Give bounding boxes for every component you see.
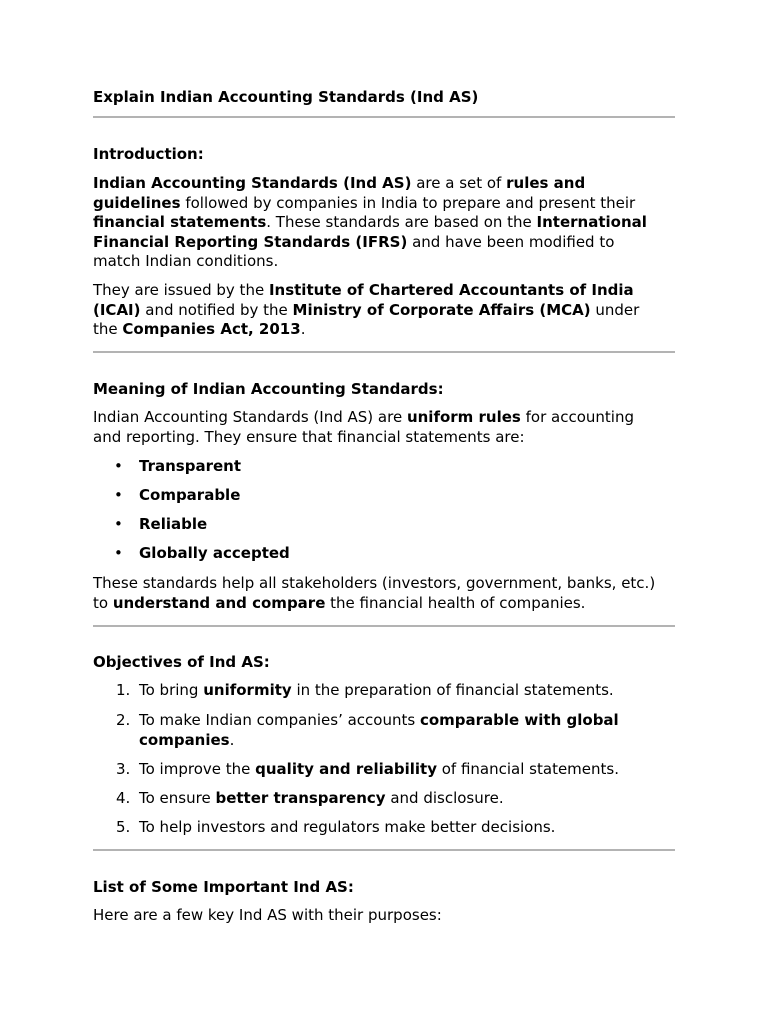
bullet-text: Reliable — [139, 515, 208, 533]
text: followed by companies in India to prepare and present their — [180, 193, 636, 212]
text: and have been modified to — [407, 232, 615, 251]
text: and disclosure. — [385, 789, 504, 807]
text: To improve the — [139, 760, 256, 778]
document-title: Explain Indian Accounting Standards (Ind AS) — [93, 88, 479, 106]
bullet-icon: • — [114, 515, 123, 533]
bold-term: (ICAI) — [93, 300, 141, 319]
text: To bring — [139, 681, 204, 699]
text: . — [229, 730, 235, 749]
section-heading-meaning: Meaning of Indian Accounting Standards: — [93, 380, 444, 398]
divider — [93, 625, 675, 627]
text: are a set of — [411, 174, 507, 192]
divider — [93, 849, 675, 851]
section-heading-list: List of Some Important Ind AS: — [93, 878, 354, 896]
meaning-paragraph-2 — [93, 574, 675, 613]
bold-term: uniform rules — [406, 408, 521, 426]
text: To help investors and regulators make better decisions. — [139, 818, 556, 836]
text-line: match Indian conditions. — [93, 252, 279, 270]
text: to — [93, 593, 113, 612]
bold-term: Companies Act, 2013 — [122, 320, 301, 338]
section-heading-objectives: Objectives of Ind AS: — [93, 653, 270, 671]
bold-term: better transparency — [215, 789, 386, 807]
text: the financial health of companies. — [325, 593, 586, 612]
bold-term: uniformity — [203, 681, 292, 699]
intro-paragraph-2 — [93, 281, 675, 340]
list-number: 4. — [116, 789, 131, 807]
bullet-text: Transparent — [139, 457, 241, 475]
text: in the preparation of financial statements. — [291, 681, 614, 699]
bullet-text: Globally accepted — [139, 544, 290, 562]
bold-term: financial statements — [93, 213, 267, 231]
bold-term: comparable with global — [419, 711, 619, 729]
list-number: 5. — [116, 818, 131, 836]
bold-term: guidelines — [93, 193, 181, 212]
text-line: and reporting. They ensure that financial statements are: — [93, 427, 525, 446]
bullet-text: Comparable — [139, 486, 241, 504]
bold-term: International — [536, 213, 647, 231]
text: under — [590, 300, 640, 319]
bold-term: quality and reliability — [255, 760, 437, 778]
bold-term: understand and compare — [112, 593, 326, 612]
text: for accounting — [520, 408, 634, 426]
list-number: 3. — [116, 760, 131, 778]
text: . — [300, 320, 306, 338]
list-number: 2. — [116, 711, 131, 729]
section-heading-introduction: Introduction: — [93, 145, 204, 163]
bullet-icon: • — [114, 544, 123, 562]
divider — [93, 116, 675, 118]
text-line: Here are a few key Ind AS with their purposes: — [93, 906, 442, 924]
bold-term: Ministry of Corporate Affairs (MCA) — [292, 300, 591, 319]
text: of financial statements. — [436, 760, 619, 778]
bold-term: companies — [139, 730, 230, 749]
text: To ensure — [139, 789, 216, 807]
bullet-icon: • — [114, 457, 123, 475]
text: . These standards are based on the — [266, 213, 537, 231]
divider — [93, 351, 675, 353]
bold-term: rules and — [506, 174, 586, 192]
bold-term: Indian Accounting Standards (Ind AS) — [93, 174, 412, 192]
text-line: These standards help all stakeholders (investors, government, banks, etc.) — [93, 574, 656, 592]
text: To make Indian companies’ accounts — [139, 711, 420, 729]
bullet-icon: • — [114, 486, 123, 504]
intro-paragraph-1 — [93, 174, 675, 272]
text: and notified by the — [140, 300, 293, 319]
text: the — [93, 320, 123, 338]
list-number: 1. — [116, 681, 131, 699]
bold-term: Institute of Chartered Accountants of India — [268, 281, 634, 299]
list-intro — [93, 906, 675, 926]
text: They are issued by the — [93, 281, 269, 299]
bold-term: Financial Reporting Standards (IFRS) — [93, 232, 408, 251]
text: Indian Accounting Standards (Ind AS) are — [93, 408, 407, 426]
meaning-paragraph-1 — [93, 408, 675, 447]
